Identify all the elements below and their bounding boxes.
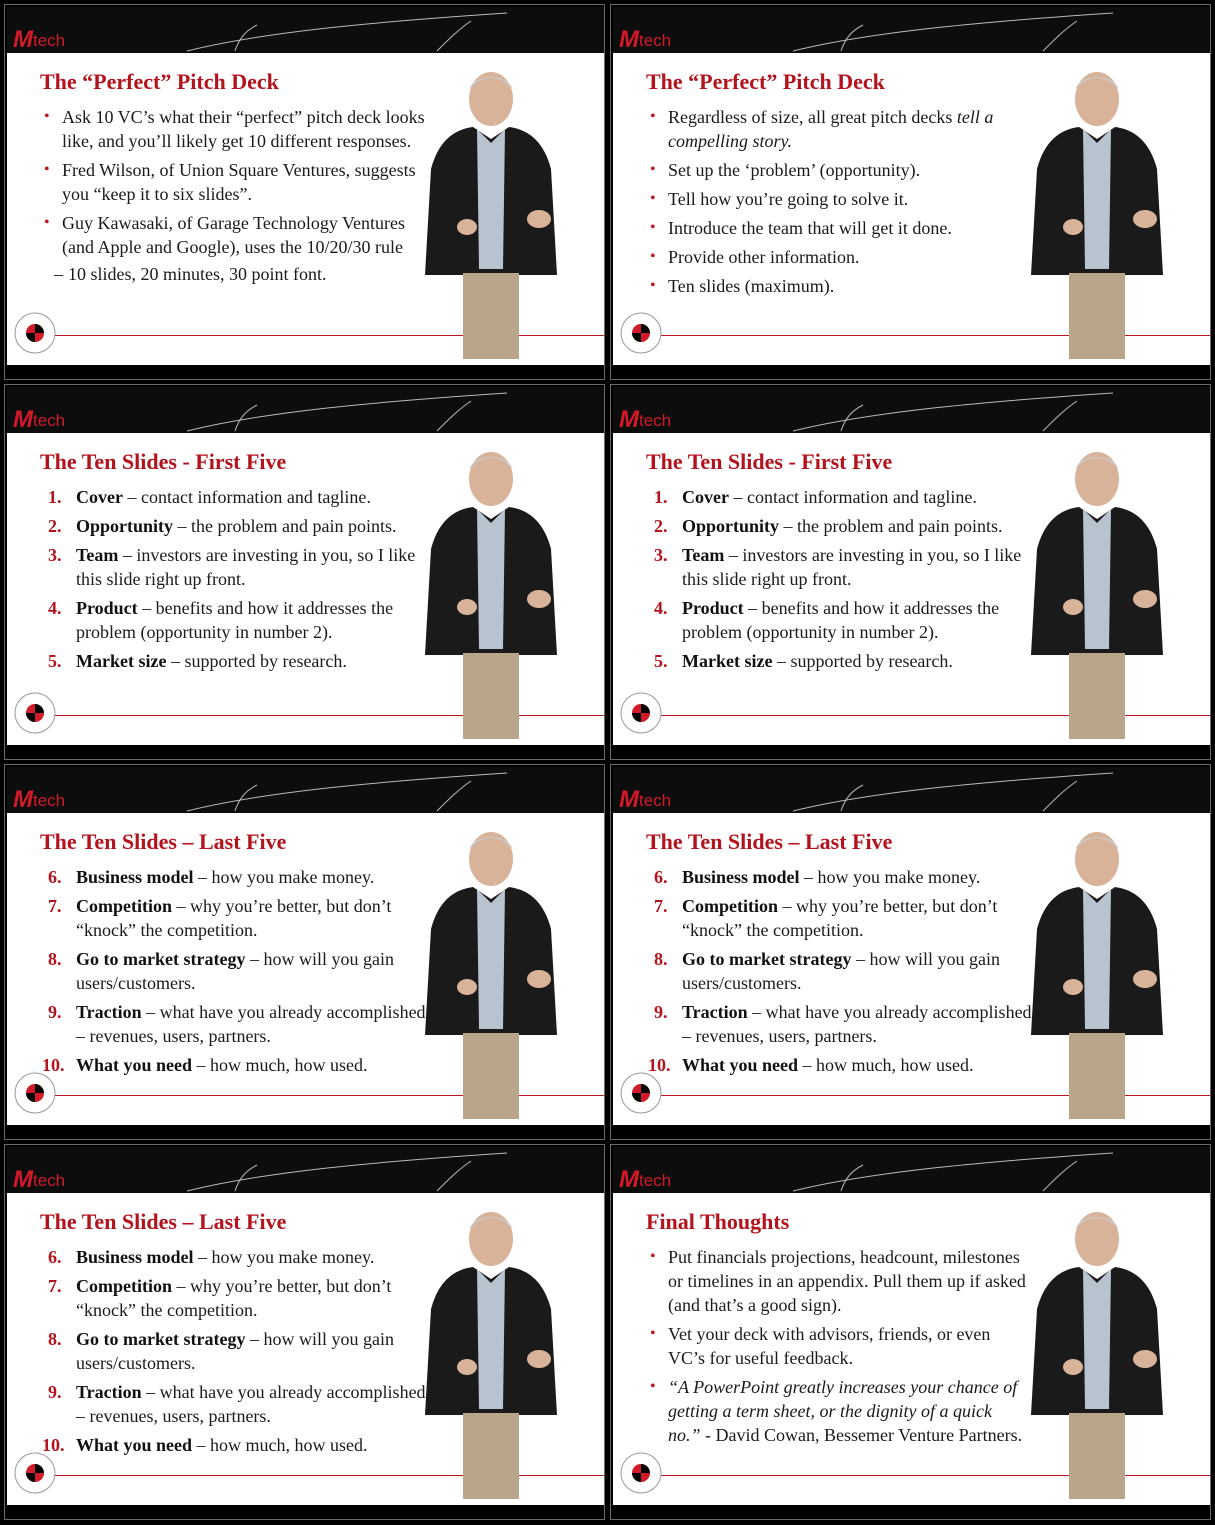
video-frame-2	[610, 4, 1211, 380]
list-item: 9. Traction – what have you already accomplished – revenues, users, partners.	[48, 1002, 426, 1046]
presenter-figure	[411, 449, 571, 741]
slide-header-bar	[7, 1147, 604, 1193]
list-item: 10. What you need – how much, how used.	[648, 1055, 974, 1075]
slide	[613, 7, 1210, 365]
swoosh-decoration	[793, 771, 1113, 813]
umd-seal-icon	[13, 691, 57, 735]
presenter-figure	[411, 69, 571, 361]
bullet: • Ten slides (maximum).	[650, 276, 835, 296]
slide-numbered-list	[648, 485, 1038, 678]
video-frame-7	[4, 1144, 605, 1520]
slide-header-bar	[613, 7, 1210, 53]
slide-bullets	[648, 1245, 1028, 1452]
umd-seal-icon	[619, 691, 663, 735]
slide-bullets	[648, 105, 1028, 303]
swoosh-decoration	[793, 1151, 1113, 1193]
bullet: • Ask 10 VC’s what their “perfect” pitch deck looks like, and you’ll likely get 10 different responses.	[44, 107, 425, 151]
slide-title: The Ten Slides – Last Five	[646, 829, 893, 854]
list-item: 9. Traction – what have you already accomplished – revenues, users, partners.	[48, 1382, 426, 1426]
video-frame-5	[4, 764, 605, 1140]
list-item: 5. Market size – supported by research.	[654, 651, 953, 671]
list-item: 5. Market size – supported by research.	[48, 651, 347, 671]
video-frame-3	[4, 384, 605, 760]
swoosh-decoration	[187, 391, 507, 433]
video-frame-6	[610, 764, 1211, 1140]
list-item: 2. Opportunity – the problem and pain points.	[654, 516, 1003, 536]
slide	[7, 767, 604, 1125]
list-item: 10. What you need – how much, how used.	[42, 1435, 368, 1455]
slide-header-bar	[7, 767, 604, 813]
slide	[613, 767, 1210, 1125]
slide	[613, 1147, 1210, 1505]
video-frame-8	[610, 1144, 1211, 1520]
mtech-logo: Mtech	[619, 786, 672, 813]
list-item: 3. Team – investors are investing in you, so I like this slide right up front.	[654, 545, 1022, 589]
bullet: • Fred Wilson, of Union Square Ventures, suggests you “keep it to six slides”.	[44, 160, 416, 204]
slide	[7, 1147, 604, 1505]
mtech-logo: Mtech	[13, 406, 66, 433]
list-item: 6. Business model – how you make money.	[48, 1247, 375, 1267]
presenter-figure	[411, 829, 571, 1121]
mtech-logo: Mtech	[619, 406, 672, 433]
mtech-logo: Mtech	[619, 26, 672, 53]
list-item: 4. Product – benefits and how it addresses the problem (opportunity in number 2).	[48, 598, 394, 642]
slide-grid	[4, 4, 1211, 1520]
bullet: • Vet your deck with advisors, friends, or even VC’s for useful feedback.	[650, 1324, 991, 1368]
list-item: 7. Competition – why you’re better, but don’t “knock” the competition.	[654, 896, 998, 940]
bullet: • Put financials projections, headcount, milestones or timelines in an appendix. Pull them up if asked (and that’s a good sign).	[650, 1247, 1026, 1315]
slide-header-bar	[613, 1147, 1210, 1193]
list-item: 2. Opportunity – the problem and pain points.	[48, 516, 397, 536]
bullet: • Guy Kawasaki, of Garage Technology Ventures (and Apple and Google), uses the 10/20/30 rule	[44, 213, 405, 257]
slide-title: The Ten Slides - First Five	[646, 449, 893, 474]
slide-numbered-list	[42, 485, 432, 678]
presenter-figure	[1017, 1209, 1177, 1501]
bullet: • Introduce the team that will get it done.	[650, 218, 952, 238]
list-item: 8. Go to market strategy – how will you gain users/customers.	[654, 949, 1000, 993]
swoosh-decoration	[793, 11, 1113, 53]
swoosh-decoration	[187, 11, 507, 53]
slide-header-bar	[613, 387, 1210, 433]
slide-title: The Ten Slides – Last Five	[40, 829, 287, 854]
bullet: • “A PowerPoint greatly increases your chance of getting a term sheet, or the dignity of a quick no.” - David Cowan, Bessemer Venture Partners.	[650, 1377, 1023, 1445]
slide-title: The “Perfect” Pitch Deck	[646, 69, 885, 94]
presenter-figure	[1017, 449, 1177, 741]
bullet: • Set up the ‘problem’ (opportunity).	[650, 160, 921, 180]
umd-seal-icon	[619, 1451, 663, 1495]
swoosh-decoration	[187, 1151, 507, 1193]
presenter-figure	[411, 1209, 571, 1501]
slide-numbered-list	[648, 865, 1038, 1082]
mtech-logo: Mtech	[619, 1166, 672, 1193]
presenter-figure	[1017, 69, 1177, 361]
umd-seal-icon	[619, 311, 663, 355]
slide-numbered-list	[42, 865, 432, 1082]
list-item: 8. Go to market strategy – how will you gain users/customers.	[48, 949, 394, 993]
swoosh-decoration	[793, 391, 1113, 433]
umd-seal-icon	[13, 1071, 57, 1115]
slide	[7, 387, 604, 745]
list-item: 10. What you need – how much, how used.	[42, 1055, 368, 1075]
list-item: 3. Team – investors are investing in you, so I like this slide right up front.	[48, 545, 416, 589]
slide-header-bar	[7, 7, 604, 53]
list-item: 6. Business model – how you make money.	[654, 867, 981, 887]
slide	[613, 387, 1210, 745]
slide-title: The Ten Slides – Last Five	[40, 1209, 287, 1234]
list-item: 7. Competition – why you’re better, but don’t “knock” the competition.	[48, 1276, 392, 1320]
slide-numbered-list	[42, 1245, 432, 1462]
swoosh-decoration	[187, 771, 507, 813]
video-frame-1	[4, 4, 605, 380]
list-item: 4. Product – benefits and how it addresses the problem (opportunity in number 2).	[654, 598, 1000, 642]
mtech-logo: Mtech	[13, 786, 66, 813]
umd-seal-icon	[619, 1071, 663, 1115]
slide-title: The “Perfect” Pitch Deck	[40, 69, 279, 94]
list-item: 9. Traction – what have you already accomplished – revenues, users, partners.	[654, 1002, 1032, 1046]
presenter-figure	[1017, 829, 1177, 1121]
mtech-logo: Mtech	[13, 1166, 66, 1193]
list-item: 6. Business model – how you make money.	[48, 867, 375, 887]
umd-seal-icon	[13, 1451, 57, 1495]
bullet: • Tell how you’re going to solve it.	[650, 189, 909, 209]
mtech-logo: Mtech	[13, 26, 66, 53]
umd-seal-icon	[13, 311, 57, 355]
list-item: 1. Cover – contact information and tagline.	[48, 487, 371, 507]
video-frame-4	[610, 384, 1211, 760]
bullet: • Provide other information.	[650, 247, 860, 267]
slide-title: The Ten Slides - First Five	[40, 449, 287, 474]
slide-header-bar	[613, 767, 1210, 813]
list-item: 7. Competition – why you’re better, but don’t “knock” the competition.	[48, 896, 392, 940]
sub-bullet: – 10 slides, 20 minutes, 30 point font.	[54, 264, 327, 284]
slide	[7, 7, 604, 365]
list-item: 1. Cover – contact information and tagline.	[654, 487, 977, 507]
bullet: • Regardless of size, all great pitch decks tell a compelling story.	[650, 107, 994, 151]
list-item: 8. Go to market strategy – how will you gain users/customers.	[48, 1329, 394, 1373]
slide-title: Final Thoughts	[646, 1209, 790, 1234]
slide-bullets	[42, 105, 432, 291]
slide-header-bar	[7, 387, 604, 433]
